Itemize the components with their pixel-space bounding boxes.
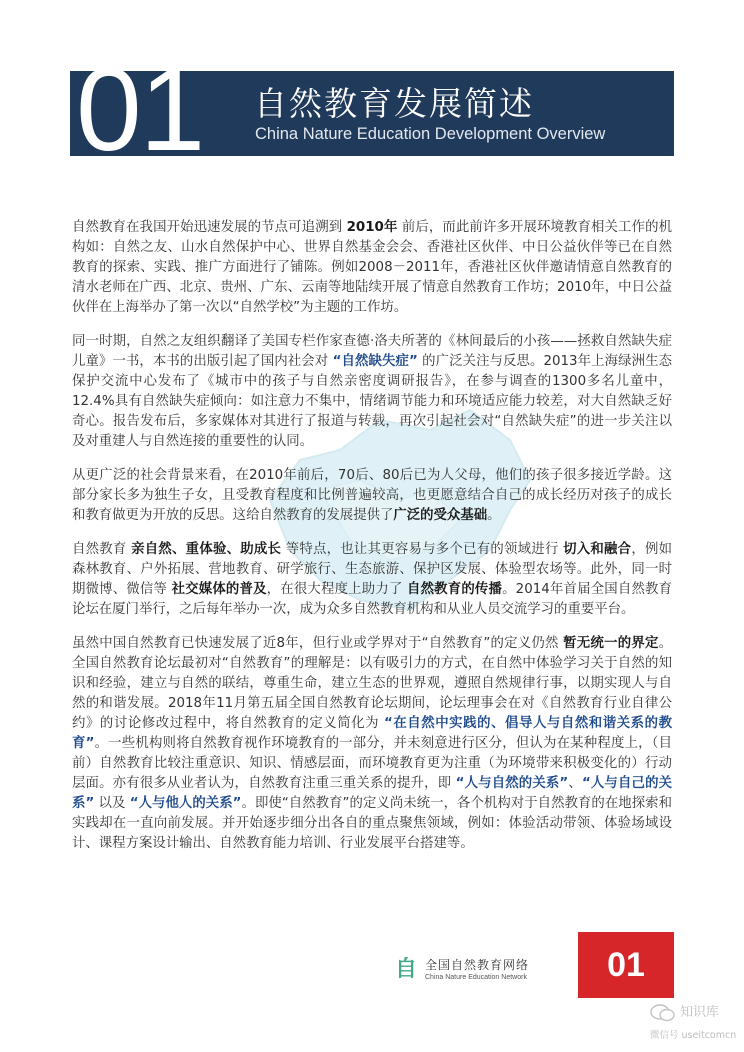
paragraph-text: 虽然中国自然教育已快速发展了近8年，但行业或学界对于“自然教育”的定义仍然: [72, 636, 564, 651]
article-body: [72, 218, 672, 868]
paragraph-text: 。即使“自然教育”的定义尚未统一，各个机构对于自然教育的在地探索和实践却在一直向前发展。并开始逐步细分出各自的重点聚焦领域，例如：体验活动带领、体验场域设计、课程方案设计输出、自然教育能力培训、行业发展平台搭建等。: [72, 796, 672, 851]
network-logo-icon: 自: [395, 957, 418, 982]
network-name-en: China Nature Education Network: [425, 974, 527, 981]
paragraph-text: ，例如森林教育、户外拓展、营地教育、研学旅行、生态旅游、保护区发展、体验型农场等。此外，同一时期微博、微信等: [72, 542, 673, 597]
emphasis-text: “自然缺失症”: [332, 354, 418, 369]
paragraph-text: ，在很大程度上助力了: [266, 582, 407, 597]
paragraph: [72, 332, 672, 452]
paragraph-text: 等特点，也让其更容易与多个已有的领域进行: [281, 542, 564, 557]
paragraph-text: 同一时期，自然之友组织翻译了美国专栏作家查德·洛夫所著的《林间最后的小孩——拯救自然缺失症儿童》一书，本书的出版引起了国内社会对: [72, 334, 672, 369]
network-name-zh: 全国自然教育网络: [425, 958, 530, 972]
page-number: 01: [607, 946, 645, 984]
paragraph-text: 自然教育: [72, 542, 132, 557]
paragraph-text: 。全国自然教育论坛最初对“自然教育”的理解是：以有吸引力的方式，在自然中体验学习关于自然的知识和经验，建立与自然的联结，尊重生命，建立生态的世界观，遵照自然规律行事，以期实现人与自然的和谐发展。2018年11月第五届全国自然教育论坛期间，论坛理事会在对《自然教育行业自律公约》的讨论修改过程中，将自然教育的定义简化为: [72, 636, 672, 731]
paragraph: [72, 634, 672, 854]
paragraph: [72, 540, 672, 620]
emphasis-text: “在自然中实践的、倡导人与自然和谐关系的教育”: [72, 716, 672, 751]
emphasis-text: “人与自然的关系”: [455, 776, 569, 791]
emphasis-text: 社交媒体的普及: [171, 582, 267, 597]
paragraph-text: 以及: [94, 796, 130, 811]
paragraph-text: 自然教育在我国开始迅速发展的节点可追溯到: [72, 220, 347, 235]
wechat-watermark: [650, 1003, 740, 1049]
paragraph-text: 。一些机构则将自然教育视作环境教育的一部分，并未刻意进行区分，但认为在某种程度上，（目前）自然教育比较注重意识、知识、情感层面，而环境教育更为注重（为环境带来积极变化的）行动层面。亦有很多从业者认为，自然教育注重三重关系的提升，即: [72, 736, 672, 791]
paragraph: [72, 218, 672, 318]
emphasis-text: 亲自然、重体验、助成长: [131, 542, 282, 557]
paragraph-text: 。2014年首届全国自然教育论坛在厦门举行，之后每年举办一次，成为众多自然教育机构和从业人员交流学习的重要平台。: [72, 582, 673, 617]
emphasis-text: 暂无统一的界定: [563, 636, 659, 651]
paragraph: [72, 466, 672, 526]
wechat-account-name: 知识库: [680, 1005, 720, 1020]
emphasis-text: 切入和融合: [563, 542, 632, 557]
page-subtitle-en: China Nature Education Development Overview: [255, 125, 606, 143]
paragraph-text: 前后，而此前许多开展环境教育相关工作的机构如：自然之友、山水自然保护中心、世界自然基金会会、香港社区伙伴、中日公益伙伴等已在自然教育的探索、实践、推广方面进行了铺陈。例如2008－2011年，香港社区伙伴邀请情意自然教育的清水老师在广西、北京、贵州、广东、云南等地陆续开展了情意自然教育工作坊；2010年，中日公益伙伴在上海举办了第一次以“自然学校”为主题的工作坊。: [72, 220, 672, 315]
network-logo: [395, 955, 555, 989]
page-title: 自然教育发展简述: [254, 84, 534, 123]
emphasis-text: “人与他人的关系”: [129, 796, 242, 811]
emphasis-text: “人与自己的关系”: [72, 776, 673, 811]
page-number-box: [578, 932, 674, 998]
paragraph-text: 从更广泛的社会背景来看，在2010年前后，70后、80后已为人父母，他们的孩子很多接近学龄。这部分家长多为独生子女，且受教育程度和比例普遍较高，也更愿意结合自己的成长经历对孩子的成长和教育做更为开放的反思。这给自然教育的发展提供了: [72, 468, 672, 523]
wechat-account-id: 微信号 useitcomcn: [650, 1030, 737, 1041]
emphasis-text: 广泛的受众基础: [393, 508, 488, 523]
emphasis-text: 2010年: [346, 220, 398, 235]
paragraph-text: 的广泛关注与反思。2013年上海绿洲生态保护交流中心发布了《城市中的孩子与自然亲密度调研报告》，在参与调查的1300多名儿童中，12.4%具有自然缺失症倾向：如注意力不集中，情绪调节能力和环境适应能力较差，对大自然缺乏好奇心。报告发布后，多家媒体对其进行了报道与转载，再次引起社会对“自然缺失症”的进一步关注以及对重建人与自然连接的重要性的认同。: [72, 354, 672, 449]
wechat-icon: [650, 1003, 676, 1023]
paragraph-text: 、: [568, 776, 582, 791]
paragraph-text: 。: [487, 508, 501, 523]
emphasis-text: 自然教育的传播: [406, 582, 503, 597]
chapter-number: 01: [76, 60, 204, 160]
